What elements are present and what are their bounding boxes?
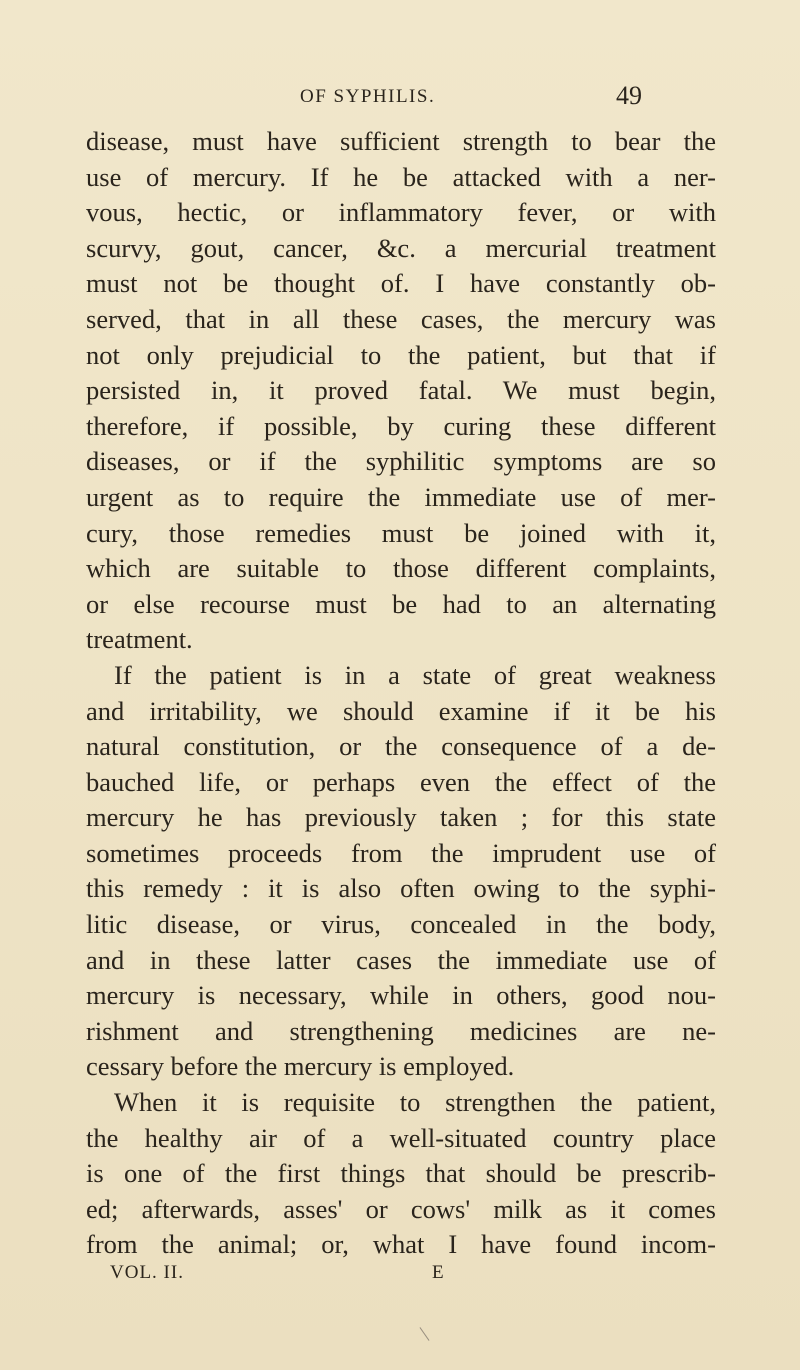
text-line: mercury is necessary, while in others, good nou- — [86, 980, 716, 1011]
text-line: this remedy : it is also often owing to the syphi- — [86, 873, 716, 904]
page-header — [0, 81, 800, 116]
text-line: cessary before the mercury is employed. — [86, 1051, 515, 1082]
text-line: the healthy air of a well-situated country place — [86, 1122, 716, 1153]
page-blemish — [420, 1327, 430, 1341]
text-line: sometimes proceeds from the imprudent use of — [86, 837, 716, 868]
text-line: scurvy, gout, cancer, &c. a mercurial treatment — [86, 232, 716, 263]
text-line: and irritability, we should examine if it be his — [86, 695, 716, 726]
paragraph — [86, 1085, 716, 1263]
text-line: cury, those remedies must be joined with it, — [86, 517, 716, 548]
text-line: use of mercury. If he be attacked with a ner- — [86, 161, 716, 192]
text-line: or else recourse must be had to an alternating — [86, 588, 716, 619]
paragraph — [86, 658, 716, 1085]
text-line: disease, must have sufficient strength to bear the — [86, 126, 716, 156]
signature-mark: E — [432, 1262, 444, 1283]
text-line: served, that in all these cases, the mercury was — [86, 303, 716, 334]
text-line: not only prejudicial to the patient, but that if — [86, 339, 716, 370]
text-line: and in these latter cases the immediate use of — [86, 944, 716, 975]
text-line: When it is requisite to strengthen the patient, — [114, 1087, 716, 1118]
text-line: litic disease, or virus, concealed in the body, — [86, 909, 716, 940]
page-number: 49 — [616, 81, 642, 110]
text-line: ed; afterwards, asses' or cows' milk as it comes — [86, 1193, 716, 1224]
text-line: vous, hectic, or inflammatory fever, or with — [86, 197, 716, 228]
text-line: treatment. — [86, 624, 193, 655]
text-line: which are suitable to those different complaints, — [86, 553, 716, 584]
text-line: mercury he has previously taken ; for this state — [86, 802, 716, 833]
text-line: diseases, or if the syphilitic symptoms are so — [86, 446, 716, 477]
text-line: urgent as to require the immediate use of mer- — [86, 481, 716, 512]
paragraph — [86, 124, 716, 658]
text-line: rishment and strengthening medicines are ne- — [86, 1015, 716, 1046]
running-head: OF SYPHILIS. — [300, 86, 436, 107]
page-footer — [0, 1262, 800, 1290]
text-line: natural constitution, or the consequence of a de- — [86, 731, 716, 762]
text-line: therefore, if possible, by curing these different — [86, 410, 716, 441]
text-line: If the patient is in a state of great weakness — [114, 659, 716, 690]
text-line: from the animal; or, what I have found incom- — [86, 1229, 716, 1260]
text-line: bauched life, or perhaps even the effect of the — [86, 766, 716, 797]
body-text — [86, 124, 716, 1263]
text-line: is one of the first things that should be prescrib- — [86, 1158, 716, 1189]
volume-label: VOL. II. — [110, 1262, 184, 1283]
text-line: persisted in, it proved fatal. We must begin, — [86, 375, 716, 406]
text-line: must not be thought of. I have constantly ob- — [86, 268, 716, 299]
